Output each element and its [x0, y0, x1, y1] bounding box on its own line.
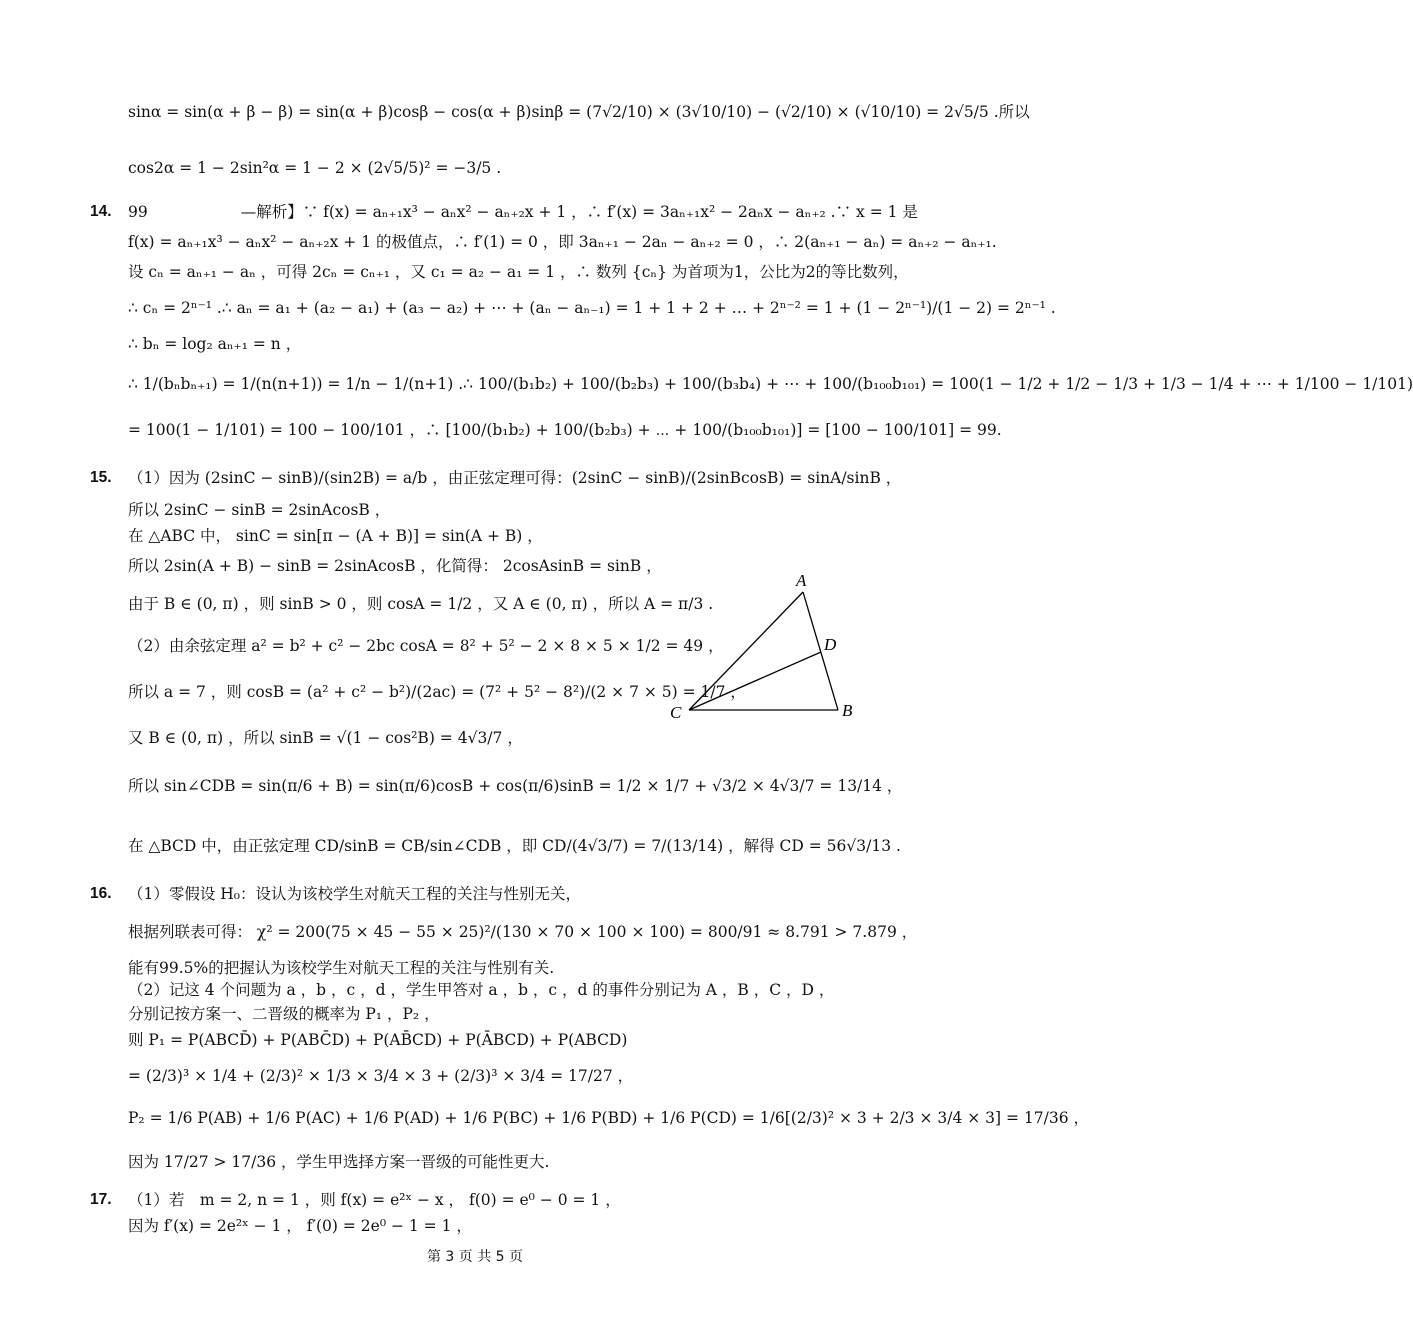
text-line: ∴ bₙ = log₂ aₙ₊₁ = n ，	[128, 335, 302, 353]
problem-number: 15.	[90, 469, 112, 486]
text-line: f(x) = aₙ₊₁x³ − aₙx² − aₙ₊₂x + 1 的极值点，∴ f′(1) = 0 ，即 3aₙ₊₁ − 2aₙ − aₙ₊₂ = 0 ，∴ 2(aₙ₊₁ − aₙ) = aₙ₊₂ − aₙ₊₁.	[128, 233, 997, 251]
text-line: 又 B ∈ (0, π) ，所以 sinB = √(1 − cos²B) = 4√3/7 ，	[128, 729, 523, 747]
text-line: 根据列联表可得： χ² = 200(75 × 45 − 55 × 25)²/(130 × 70 × 100 × 100) = 800/91 ≈ 8.791 > 7.879 ，	[128, 923, 918, 941]
text-line: 所以 a = 7 ，则 cosB = (a² + c² − b²)/(2ac) = (7² + 5² − 8²)/(2 × 7 × 5) = 1/7 ，	[128, 683, 746, 701]
page-footer: 第 3 页 共 5 页	[426, 1249, 524, 1265]
problem-number: 17.	[90, 1191, 112, 1208]
text-line: ∴ 1/(bₙbₙ₊₁) = 1/(n(n+1)) = 1/n − 1/(n+1) .∴ 100/(b₁b₂) + 100/(b₂b₃) + 100/(b₃b₄) + ⋯ + 100/(b₁₀₀b₁₀₁) = 100(1 − 1/2 + 1/2 − 1/3 + 1/3 − 1/4 + ⋯ + 1/100 − 1/101)	[128, 375, 1413, 393]
text-line: = (2/3)³ × 1/4 + (2/3)² × 1/3 × 3/4 × 3 + (2/3)³ × 3/4 = 17/27 ，	[128, 1067, 634, 1085]
text-line: 在 △ABC 中， sinC = sin[π − (A + B)] = sin(A + B) ，	[128, 527, 543, 545]
label-a: A	[796, 571, 807, 590]
text-line: 则 P₁ = P(ABCD̄) + P(ABC̄D) + P(AB̄CD) + P(ĀBCD) + P(ABCD)	[128, 1031, 628, 1049]
text-line: 所以 2sinC − sinB = 2sinAcosB ，	[128, 501, 391, 519]
problem-number: 14.	[90, 203, 112, 220]
label-d: D	[824, 635, 837, 654]
text-line: （2）由余弦定理 a² = b² + c² − 2bc cosA = 8² + 5² − 2 × 8 × 5 × 1/2 = 49 ，	[128, 637, 724, 655]
text-line: 所以 2sin(A + B) − sinB = 2sinAcosB ，化简得： 2cosAsinB = sinB ，	[128, 557, 662, 575]
text-line: 因为 17/27 > 17/36 ，学生甲选择方案一晋级的可能性更大.	[128, 1153, 550, 1171]
text-line: （2）记这 4 个问题为 a ，b ，c ，d ，学生甲答对 a ，b ，c ，d 的事件分别记为 A ，B ，C ，D ，	[128, 981, 835, 999]
text-line: 因为 f′(x) = 2e²ˣ − 1 ， f′(0) = 2e⁰ − 1 = 1 ，	[128, 1217, 472, 1235]
text-line: 99 —解析】∵ f(x) = aₙ₊₁x³ − aₙx² − aₙ₊₂x + 1 ，∴ f′(x) = 3aₙ₊₁x² − 2aₙx − aₙ₊₂ .∵ x = 1 是	[128, 203, 918, 221]
triangle-figure	[660, 568, 880, 728]
label-c: C	[670, 703, 682, 722]
text-line: 设 cₙ = aₙ₊₁ − aₙ ，可得 2cₙ = cₙ₊₁ ，又 c₁ = a₂ − a₁ = 1 ，∴ 数列 {cₙ} 为首项为1，公比为2的等比数列，	[128, 263, 909, 281]
text-line: P₂ = 1/6 P(AB) + 1/6 P(AC) + 1/6 P(AD) + 1/6 P(BC) + 1/6 P(BD) + 1/6 P(CD) = 1/6[(2/3)² × 3 + 2/3 × 3/4 × 3] = 17/36 ，	[128, 1109, 1090, 1127]
text-line: ∴ cₙ = 2ⁿ⁻¹ .∴ aₙ = a₁ + (a₂ − a₁) + (a₃ − a₂) + ⋯ + (aₙ − aₙ₋₁) = 1 + 1 + 2 + … + 2ⁿ⁻² = 1 + (1 − 2ⁿ⁻¹)/(1 − 2) = 2ⁿ⁻¹ .	[128, 299, 1056, 317]
text-line: （1）零假设 H₀：设认为该校学生对航天工程的关注与性别无关，	[128, 885, 582, 903]
text-line: = 100(1 − 1/101) = 100 − 100/101 ，∴ [100/(b₁b₂) + 100/(b₂b₃) + ⋯ + 100/(b₁₀₀b₁₀₁)] = [100 − 100/101] = 99.	[128, 421, 1002, 439]
segment-ca	[689, 592, 803, 710]
text-line: （1）因为 (2sinC − sinB)/(sin2B) = a/b ，由正弦定理可得：(2sinC − sinB)/(2sinBcosB) = sinA/sinB ，	[128, 469, 902, 487]
label-b: B	[842, 701, 853, 720]
text-line: 分别记按方案一、二晋级的概率为 P₁ ，P₂ ，	[128, 1005, 440, 1023]
text-line: （1）若 m = 2, n = 1 ，则 f(x) = e²ˣ − x ， f(0) = e⁰ − 0 = 1 ，	[128, 1191, 621, 1209]
text-line: 在 △BCD 中，由正弦定理 CD/sinB = CB/sin∠CDB ，即 CD/(4√3/7) = 7/(13/14) ，解得 CD = 56√3/13 .	[128, 837, 901, 855]
text-line: 所以 sin∠CDB = sin(π/6 + B) = sin(π/6)cosB + cos(π/6)sinB = 1/2 × 1/7 + √3/2 × 4√3/7 = 13/14 ，	[128, 777, 903, 795]
segment-cd	[689, 652, 821, 710]
text-line: 由于 B ∈ (0, π) ，则 sinB > 0 ，则 cosA = 1/2 ，又 A ∈ (0, π) ，所以 A = π/3 .	[128, 595, 714, 613]
text-line: cos2α = 1 − 2sin²α = 1 − 2 × (2√5/5)² = −3/5 .	[128, 159, 502, 177]
problem-number: 16.	[90, 885, 112, 902]
text-line: 能有99.5%的把握认为该校学生对航天工程的关注与性别有关.	[128, 959, 555, 977]
text-line: sinα = sin(α + β − β) = sin(α + β)cosβ − cos(α + β)sinβ = (7√2/10) × (3√10/10) − (√2/10) × (√10/10) = 2√5/5 .所以	[128, 103, 1030, 121]
